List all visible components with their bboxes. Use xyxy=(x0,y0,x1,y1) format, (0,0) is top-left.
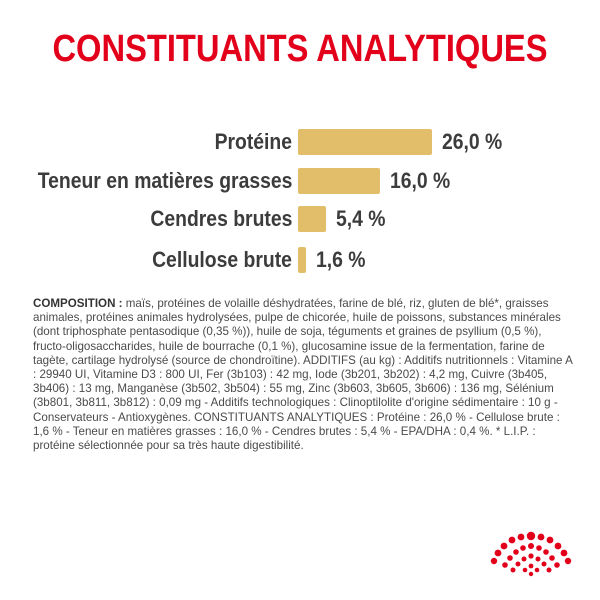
bar xyxy=(298,247,306,273)
value-label: 26,0 % xyxy=(442,129,503,154)
value-label: 16,0 % xyxy=(390,168,451,193)
bar xyxy=(298,206,326,232)
value-label: 1,6 % xyxy=(316,247,366,272)
composition-text xyxy=(33,297,573,453)
category-label: Cendres brutes xyxy=(149,206,292,231)
bar xyxy=(298,129,432,155)
category-label: Teneur en matières grasses xyxy=(37,168,292,193)
composition-body: maïs, protéines de volaille déshydratées, farine de blé, riz, gluten de blé*, graisses animales, protéines animales hydrolysées, pulpe de chicorée, huile de poissons, substances minérales (dont triphosphate pentasodique (0,35 %)), huile de soja, téguments et graines de psyllium (0,5 %), fructo-oligosaccharides, huile de bourrache (0,1 %), glucosamine issue de la fermentation, farine de tagète, cartilage hydrolysé (source de chondroïtine). ADDITIFS (au kg) : Additifs nutritionnels : Vitamine A : 29940 UI, Vitamine D3 : 800 UI, Fer (3b103) : 42 mg, Iode (3b201, 3b202) : 4,2 mg, Cuivre (3b405, 3b406) : 13 mg, Manganèse (3b502, 3b504) : 55 mg, Zinc (3b603, 3b605, 3b606) : 136 mg, Sélénium (3b801, 3b811, 3b812) : 0,09 mg - Additifs technologiques : Clinoptilolite d'origine sédimentaire : 10 g - Conservateurs - Antioxygènes. CONSTITUANTS ANALYTIQUES : Protéine : 26,0 % - Cellulose brute : 1,6 % - Teneur en matières grasses : 16,0 % - Cendres brutes : 5,4 % - EPA/DHA : 0,4 %. * L.I.P. : protéine sélectionnée pour sa très haute digestibilité. xyxy=(33,297,573,453)
value-label: 5,4 % xyxy=(336,206,386,231)
category-label: Protéine xyxy=(214,129,292,154)
page-title: CONSTITUANTS ANALYTIQUES xyxy=(52,28,548,70)
royal-canin-crown-icon xyxy=(488,530,574,578)
composition-lead: COMPOSITION : xyxy=(33,297,123,310)
bar xyxy=(298,168,380,194)
category-label: Cellulose brute xyxy=(152,247,292,272)
